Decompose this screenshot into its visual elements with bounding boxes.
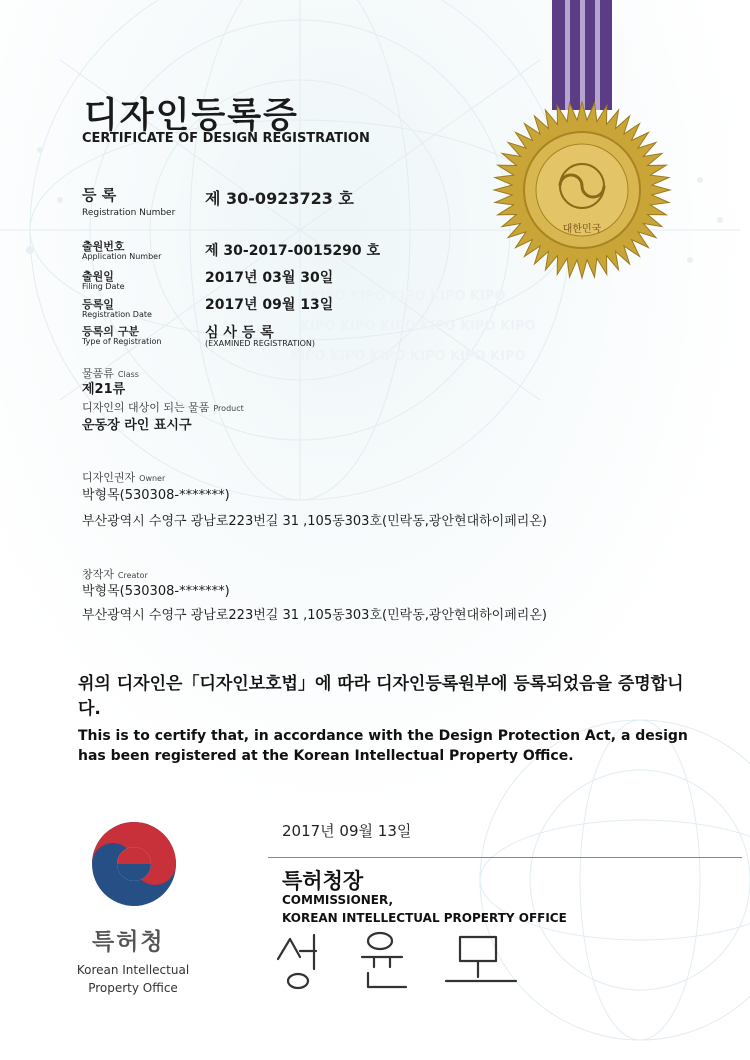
- registration-number: 제 30-0923723 호: [205, 189, 354, 208]
- kipo-name-ko: 특허청: [92, 929, 165, 955]
- type-label: 등록의 구분: [82, 325, 139, 338]
- product-label-row: [82, 396, 244, 415]
- registration-date-label-en: Registration Date: [82, 310, 152, 319]
- filing-label-en: Filing Date: [82, 282, 125, 291]
- creator-label: 창작자: [82, 568, 114, 581]
- handwritten-signature: [270, 925, 530, 995]
- creator-address: 부산광역시 수영구 광남로223번길 31 ,105동303호(민락동,광안현대하이페리온): [82, 608, 547, 623]
- application-number: 제 30-2017-0015290 호: [205, 243, 381, 259]
- owner-label: 디자인권자: [82, 471, 136, 484]
- kipo-name-en-line1: Korean Intellectual: [76, 963, 190, 977]
- kipo-name-en-line2: Property Office: [88, 981, 178, 995]
- class-label: 물품류: [82, 367, 114, 380]
- certification-statement-en: This is to certify that, in accordance with the Design Protection Act, a design has been registered at the Korean Intellectual Property Office.: [78, 728, 688, 764]
- application-label-en: Application Number: [82, 252, 162, 261]
- product-label: 디자인의 대상이 되는 물품: [82, 401, 210, 414]
- commissioner-title-en-1: COMMISSIONER,: [282, 893, 394, 907]
- product-label-en: Product: [213, 404, 244, 413]
- product-value: 운동장 라인 표시구: [82, 418, 192, 433]
- certification-statement-ko: 위의 디자인은「디자인보호법」에 따라 디자인등록원부에 등록되었음을 증명합니다.: [78, 674, 684, 719]
- commissioner-title-en-2: KOREAN INTELLECTUAL PROPERTY OFFICE: [282, 911, 567, 925]
- application-label: 출원번호: [82, 240, 125, 253]
- svg-text:KIPO KIPO KIPO KIPO KIPO KIPO: KIPO KIPO KIPO KIPO KIPO KIPO: [290, 349, 526, 364]
- kipo-taegeuk-logo: [88, 818, 180, 910]
- owner-label-row: [82, 466, 165, 485]
- svg-text:KIPO KIPO KIPO KIPO KIPO KIPO: KIPO KIPO KIPO KIPO KIPO KIPO: [300, 319, 536, 334]
- registration-type-en: (EXAMINED REGISTRATION): [205, 339, 316, 348]
- certificate-title: 디자인등록증: [84, 96, 299, 136]
- creator-label-en: Creator: [117, 571, 148, 580]
- commissioner-title-ko: 특허청장: [282, 869, 364, 893]
- registration-date: 2017년 09월 13일: [205, 297, 334, 313]
- owner-name: 박형목(530308-*******): [82, 488, 230, 503]
- registration-date-label: 등록일: [82, 298, 114, 311]
- class-value: 제21류: [82, 382, 126, 397]
- signature-date: 2017년 09월 13일: [282, 822, 412, 840]
- creator-name: 박형목(530308-*******): [82, 584, 230, 599]
- seal-text: 대한민국: [562, 224, 602, 235]
- signature-divider: [268, 857, 742, 858]
- svg-text:KIPO KIPO KIPO KIPO KIPO: KIPO KIPO KIPO KIPO KIPO: [310, 289, 506, 304]
- filing-label: 출원일: [82, 270, 114, 283]
- certificate-subtitle: CERTIFICATE OF DESIGN REGISTRATION: [82, 131, 370, 146]
- owner-label-en: Owner: [139, 474, 166, 483]
- registration-label-en: Registration Number: [82, 208, 176, 218]
- type-label-en: Type of Registration: [82, 337, 162, 346]
- gold-seal: [490, 0, 690, 290]
- registration-label: 등 록: [82, 186, 117, 204]
- owner-address: 부산광역시 수영구 광남로223번길 31 ,105동303호(민락동,광안현대하이페리온): [82, 514, 547, 529]
- class-label-en: Class: [117, 370, 139, 379]
- registration-type: 심 사 등 록: [205, 325, 274, 341]
- filing-date: 2017년 03월 30일: [205, 270, 334, 286]
